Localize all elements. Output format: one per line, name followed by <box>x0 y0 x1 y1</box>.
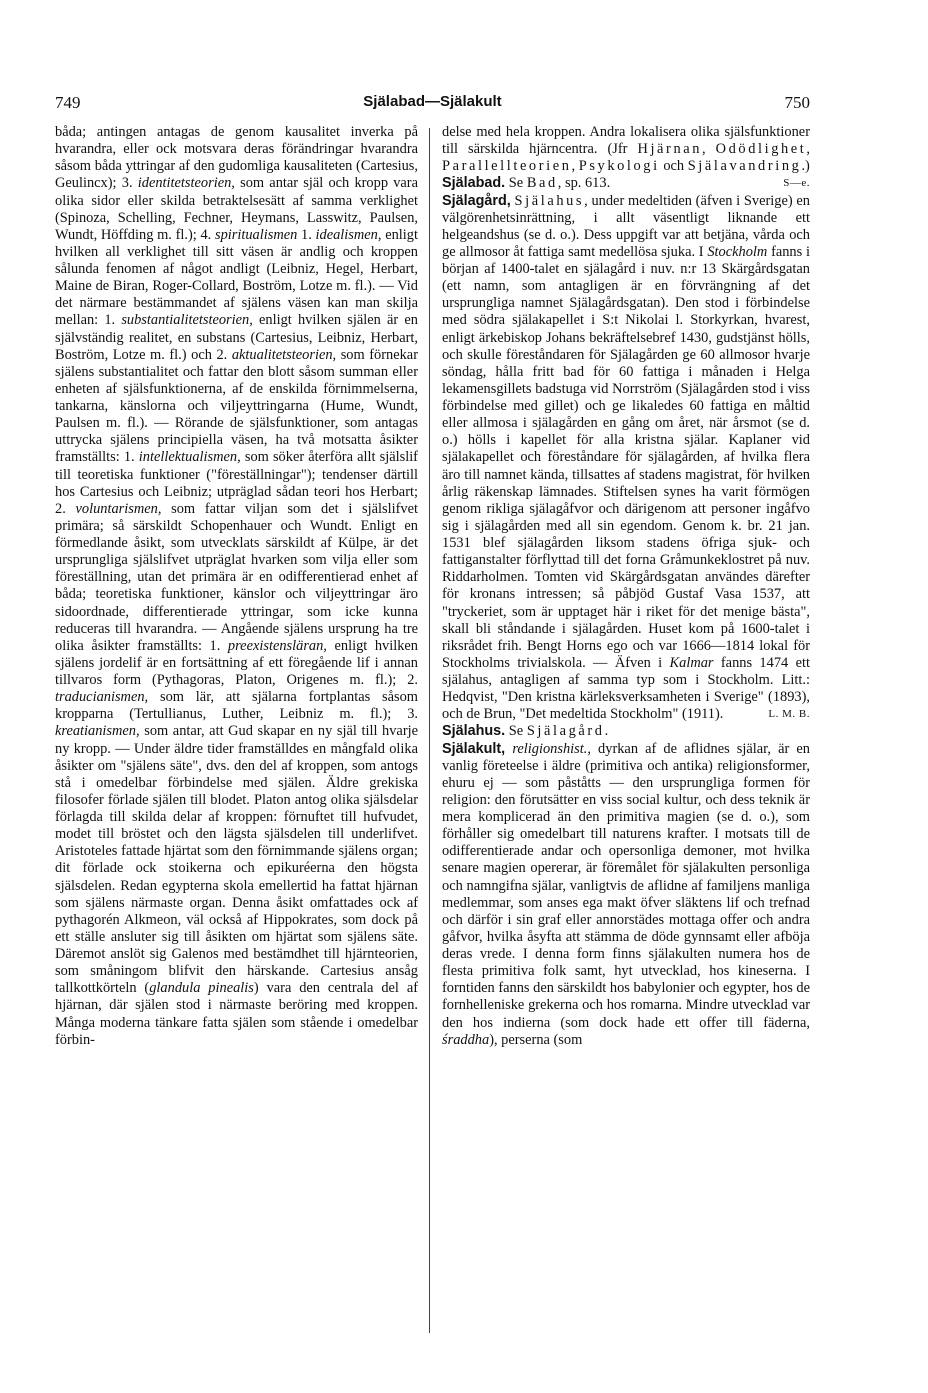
entry-headword: Själahus. <box>442 723 506 740</box>
entry-sjalabad: Själabad. Se Bad, sp. 613. <box>442 175 611 192</box>
page-number-right: 750 <box>784 93 810 112</box>
cross-reference[interactable]: Själavandring <box>687 158 802 175</box>
cross-reference[interactable]: Psykologi <box>578 158 660 175</box>
author-signature: S—e. <box>783 177 810 190</box>
page-number-left: 749 <box>55 93 81 112</box>
left-column <box>55 124 418 1049</box>
column-divider <box>429 128 430 1333</box>
paragraph-continuation: delse med hela kroppen. Andra lokalisera olika själsfunktioner till särskilda hjärncentra. (Jfr Hjärnan, Odödlighet, Parallellteorien, Psykologi och Själavandring.) S—e. <box>442 124 810 175</box>
page-header <box>55 93 810 113</box>
alternate-name: Själahus <box>514 192 585 209</box>
entry-headword: Själagård, <box>442 192 511 209</box>
cross-reference[interactable]: Bad <box>526 175 558 192</box>
entry-sjalagard: Själagård, Själahus, under medeltiden (äfven i Sverige) en välgörenhetsinrättning, i allt väsentligt liknande ett helgeandshus (se d. o.). Dess uppgift var att betjäna, vårda och ge allmosor åt fattiga samt medellösa sjuka. I Stockholm fanns i början af 1400-talet en själagård i nuv. n:r 13 Skärgårdsgatan (ett namn, som antagligen är en förvrängning af det ursprungliga namnet Själagårdsgatan). Den stod i förbindelse med södra själakapellet i S:t Nikolai l. Storkyrkan, hvarest, enligt ärkebiskop Johans bekräftelsebref 1430, gudstjänst hölls, och skulle föreståndaren för Själagården ge 60 allmosor hvarje söndag, hålla fritt bad för 60 fattiga i månaden i Helga lekamensgillets badstuga vid Norrström (Själagården stod i viss förbindelse med gillet) och ge likaledes 60 fattiga en måltid eller allmosa i själagården en gång om året, när årsmot (se d. o.) hölls i kapellet för alla kristna själar. Kaplaner vid själakapellet och föreståndare för själagården, af hvilka flera äro till namnet kända, tillsattes af stadens magistrat, för hvilken årlig räkenskap lämnades. Stiftelsen synes ha varit förmögen genom rikliga själagåfvor och därigenom att personer ingåfvo sig i själagården med all sin egendom. Genom k. br. 21 jan. 1531 blef själagården liksom stadens öfriga sjuk- och fattiganstalter förflyttad till det forna Gråmunkeklostret på nuv. Riddarholmen. Tomten vid Skärgårdsgatan användes därefter för kronans intressen; så påbjöd Gustaf Vasa 1537, att "tryckeriet, som är upptaget här i riket för det menige bästa", skall bli ståndande i själagården. Huset kom på 1600-talet i riksrådet frih. Bengt Horns ego och var 1666—1814 lokal för Stockholms trivialskola. — Äfven i Kalmar fanns 1474 ett själahus, antagligen af samma typ som i Stockholm. Litt.: Hedqvist, "Den kristna kärleksverksamheten i Sverige" (1893), och de Brun, "Det medeltida Stockholm" (1911). L. M. B. <box>442 192 810 723</box>
right-column <box>442 124 810 1049</box>
entry-headword: Själabad. <box>442 175 506 192</box>
running-head: Själabad—Själakult <box>363 93 502 110</box>
cross-reference[interactable]: Parallellteorien <box>442 158 572 175</box>
entry-sjalahus: Själahus. Se Själagård. <box>442 723 609 740</box>
paragraph-continuation: båda; antingen antagas de genom kausalitet inverka på hvarandra, eller ock motsvara deras förändringar hvarandra såsom båda yttringar af den gudomliga kausaliteten (Cartesius, Geulincx); 3. identitetsteorien, som antar själ och kropp vara olika sidor eller skilda betraktelsesätt af samma verklighet (Spinoza, Schelling, Fechner, Heymans, Lasswitz, Paulsen, Wundt, Höffding m. fl.); 4. spiritualismen 1. idealismen, enligt hvilken all verklighet till sitt väsen är andlig och kroppen sålunda fenomen af något andligt (Leibniz, Hegel, Herbart, Maine de Biran, Roger-Collard, Boström, Lotze m. fl.). — Vid det närmare bestämmandet af själens väsen kan man skilja mellan: 1. substantialitetsteorien, enligt hvilken själen är en självständig realitet, en substans (Cartesius, Leibniz, Herbart, Boström, Lotze m. fl.) och 2. aktualitetsteorien, som förnekar själens substantialitet och fattar den blott såsom summan eller enheten af själsfunktionerna, af de enskilda förnimmelserna, tankarna, känslorna och viljeyttringarna (Hume, Wundt, Paulsen m. fl.). — Rörande de själsfunktioner, som antagas uttrycka själens principiella väsen, ha två motsatta åsikter framställts: 1. intellektualismen, som söker återföra allt själslif till teoretiska funktioner ("föreställningar"); tendenser därtill hos Cartesius och Leibniz; utpräglad sådan teori hos Herbart; 2. voluntarismen, som fattar viljan som det i själslifvet primära; så särskildt Schopenhauer och Wundt. Enligt en förmedlande åsikt, som utvecklats särskildt af Külpe, är det ursprungliga själslifvet utpräglat hvarken som vilja eller som föreställning, utan det primära är en odifferentierad enhet af båda; teoretiska funktioner, känslor och viljeyttringar äro sidoordnade, differentierade yttringar, som icke kunna reduceras till hvarandra. — Angående själens ursprung ha tre olika åsikter framställts: 1. preexistensläran, enligt hvilken själens jordelif är en fortsättning af ett föregående lif i annan tillvaros form (Pythagoras, Platon, Origenes m. fl.); 2. traducianismen, som lär, att själarna fortplantas såsom kropparna (Tertullianus, Luther, Leibniz m. fl.); 3. kreatianismen, som antar, att Gud skapar en ny själ till hvarje ny kropp. — Under äldre tider framställdes en mångfald olika åsikter om "själens säte", dvs. den del af kroppen, som antogs stå i omedelbar förbindelse med själen. Äldre grekiska filosofer förlade själen till blodet. Platon antog olika själsdelar förlagda till skilda delar af kroppen: förnuftet till hufvudet, modet till bröstet och den lägsta själsdelen till underlifvet. Aristoteles fattade hjärtat som den förnimmande själens organ; dit förlade ock stoikerna och epikuréerna den högsta själsdelen. Redan egypterna skola emellertid ha fattat hjärnan som själens närmaste organ. Denna åsikt omfattades ock af pythagorén Alkmeon, väl också af Hippokrates, som dock på ett ställe ansluter sig till åsikten om hjärtat som själens säte. Däremot anslöt sig Galenos med bestämdhet till hjärnteorien, som småningom blifvit den härskande. Cartesius ansåg tallkottkörteln (glandula pinealis) vara den centrala del af hjärnan, där själen stod i närmaste beröring med kroppen. Många moderna tänkare fatta själen som stående i omedelbar förbin- <box>55 124 418 1048</box>
author-signature: L. M. B. <box>768 708 810 721</box>
cross-reference[interactable]: Odödlighet <box>715 141 807 158</box>
entry-sjalakult: Själakult, religionshist., dyrkan af de aflidnes själar, är en vanlig företeelse i äldre (primitiva och antika) religionsformer, ehuru ej — som påståtts — den ursprungliga formen för religion: den förutsätter en viss social kultur, och dess teknik är mera komplicerad än den primitiva magien (se d. o.), som förhåller sig omedelbart till naturens krafter. I motsats till de odifferentierade andar och opersonliga demoner, mot hvilka senare magien opererar, är föremålet för själakulten personliga och namngifna själar, vanligtvis de aflidne af familjens manliga medlemmar, som anses ega makt öfver släktens lif och trefnad och därför i sin graf eller annorstädes mottaga offer och andra gåfvor, hvilka åsyfta att stämma de döde gynnsamt eller afböja deras vrede. I denna form finns själakulten numera hos de flesta primitiva folk samt, hyt utvecklad, hos kineserna. I forntiden fanns den särskildt hos babylonier och egypter, hos de fornhelleniske grekerna och hos romarna. Mindre utvecklad var den hos indierna (som dock hade ett offer till fäderna, śraddha), perserna (som <box>442 740 810 1048</box>
cross-reference[interactable]: Hjärnan <box>637 141 703 158</box>
entry-headword: Själakult, <box>442 740 506 757</box>
cross-reference[interactable]: Själagård <box>526 723 605 740</box>
